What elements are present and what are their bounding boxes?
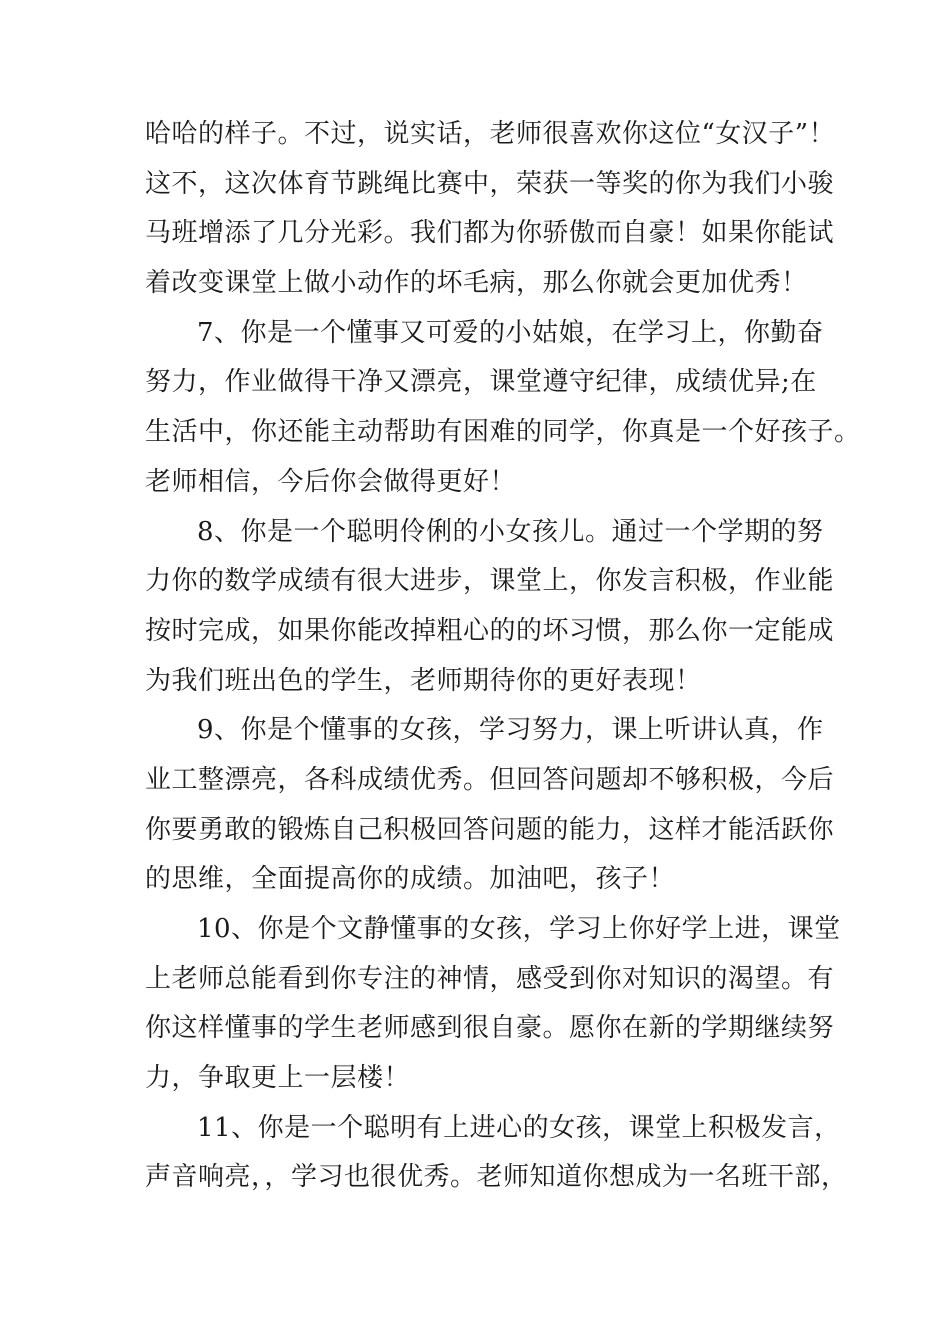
text-line: 努力，作业做得干净又漂亮，课堂遵守纪律，成绩优异;在	[145, 367, 817, 398]
text-line: 这不，这次体育节跳绳比赛中，荣获一等奖的你为我们小骏	[145, 168, 835, 199]
text-line: 马班增添了几分光彩。我们都为你骄傲而自豪！如果你能试	[145, 218, 835, 249]
text-line: 的思维，全面提高你的成绩。加油吧，孩子！	[145, 864, 676, 895]
paragraph-start-line: 11、你是一个聪明有上进心的女孩，课堂上积极发言，	[197, 1112, 841, 1143]
text-line: 老师相信，今后你会做得更好！	[145, 466, 517, 497]
paragraph-start-line: 8、你是一个聪明伶俐的小女孩儿。通过一个学期的努	[197, 516, 824, 547]
text-line: 哈哈的样子。不过，说实话，老师很喜欢你这位“女汉子”！	[145, 119, 836, 149]
text-line: 着改变课堂上做小动作的坏毛病，那么你就会更加优秀！	[145, 268, 808, 299]
text-line: 你这样懂事的学生老师感到很自豪。愿你在新的学期继续努	[145, 1013, 835, 1044]
text-line: 力你的数学成绩有很大进步，课堂上，你发言积极，作业能	[145, 566, 835, 597]
text-line: 你要勇敢的锻炼自己积极回答问题的能力，这样才能活跃你	[145, 814, 835, 845]
document-body	[145, 110, 861, 1203]
text-line: 业工整漂亮，各科成绩优秀。但回答问题却不够积极，今后	[145, 764, 835, 795]
paragraph-start-line: 7、你是一个懂事又可爱的小姑娘，在学习上，你勤奋	[197, 317, 824, 348]
paragraph-start-line: 9、你是个懂事的女孩，学习努力，课上听讲认真，作	[197, 715, 824, 746]
text-line: 为我们班出色的学生，老师期待你的更好表现！	[145, 665, 702, 696]
text-line: 生活中，你还能主动帮助有困难的同学，你真是一个好孩子。	[145, 417, 861, 448]
paragraph-start-line: 10、你是个文静懂事的女孩，学习上你好学上进，课堂	[197, 914, 841, 944]
text-line: 上老师总能看到你专注的神情，感受到你对知识的渴望。有	[145, 963, 835, 994]
text-line: 按时完成，如果你能改掉粗心的的坏习惯，那么你一定能成	[145, 615, 835, 646]
text-line: 力，争取更上一层楼！	[145, 1063, 411, 1094]
text-line: 声音响亮，，学习也很优秀。老师知道你想成为一名班干部，	[145, 1162, 848, 1193]
